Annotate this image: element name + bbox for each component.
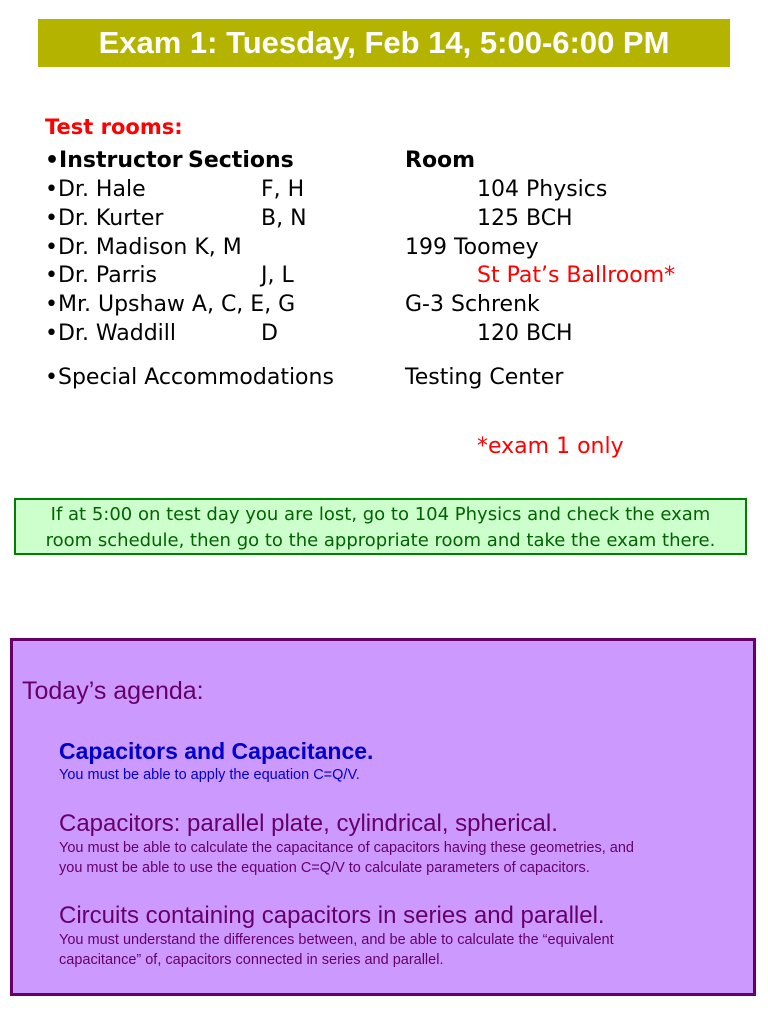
table-row xyxy=(0,263,768,292)
notice-line: room schedule, then go to the appropriate room and take the exam there. xyxy=(45,530,716,551)
instructor-name: •Dr. Madison K, M xyxy=(45,235,242,260)
topic-heading: Capacitors: parallel plate, cylindrical, spherical. xyxy=(59,810,558,837)
special-accommodations-row xyxy=(0,365,768,394)
instructor-name: •Dr. Parris xyxy=(45,263,157,288)
exam-title: Exam 1: Tuesday, Feb 14, 5:00-6:00 PM xyxy=(38,19,730,67)
agenda-topic xyxy=(59,902,749,970)
instructor-name: •Dr. Kurter xyxy=(45,206,164,231)
sections-value: J, L xyxy=(261,263,294,288)
instructor-name: •Dr. Waddill xyxy=(45,321,177,346)
room-value: 120 BCH xyxy=(477,321,573,346)
instructor-name: •Mr. Upshaw A, C, E, G xyxy=(45,292,296,317)
room-value: 104 Physics xyxy=(477,177,608,202)
topic-detail: You must be able to calculate the capacitance of capacitors having these geometries, and xyxy=(59,840,634,856)
table-header-row xyxy=(0,148,768,177)
sections-column-header: Sections xyxy=(188,148,294,173)
special-accommodations-label: •Special Accommodations xyxy=(45,365,334,390)
instructor-name: •Dr. Hale xyxy=(45,177,146,202)
agenda-title: Today’s agenda: xyxy=(22,677,204,705)
sections-value: B, N xyxy=(261,206,307,231)
room-value: St Pat’s Ballroom* xyxy=(477,263,676,288)
notice-line: If at 5:00 on test day you are lost, go to 104 Physics and check the exam xyxy=(50,504,711,525)
agenda-topic xyxy=(59,810,749,878)
topic-detail: You must understand the differences between, and be able to calculate the “equivalent xyxy=(59,932,614,948)
exam-footnote: *exam 1 only xyxy=(477,434,624,459)
table-row xyxy=(0,292,768,321)
table-row xyxy=(0,206,768,235)
topic-detail: You must be able to apply the equation C=Q/V. xyxy=(59,767,360,783)
sections-value: F, H xyxy=(261,177,305,202)
table-row xyxy=(0,235,768,264)
room-value: 125 BCH xyxy=(477,206,573,231)
agenda-box xyxy=(10,638,756,996)
sections-value: D xyxy=(261,321,278,346)
table-row xyxy=(0,321,768,350)
room-value: G-3 Schrenk xyxy=(405,292,540,317)
lost-notice-box xyxy=(14,498,747,555)
topic-heading: Capacitors and Capacitance. xyxy=(59,738,374,764)
room-column-header: Room xyxy=(405,148,476,173)
room-value: 199 Toomey xyxy=(405,235,539,260)
topic-heading: Circuits containing capacitors in series and parallel. xyxy=(59,902,605,929)
testing-center-room: Testing Center xyxy=(405,365,564,390)
test-rooms-heading: Test rooms: xyxy=(45,115,183,139)
topic-detail: you must be able to use the equation C=Q/V to calculate parameters of capacitors. xyxy=(59,860,590,876)
topic-detail: capacitance” of, capacitors connected in series and parallel. xyxy=(59,952,444,968)
instructor-column-header: •Instructor xyxy=(45,148,183,173)
agenda-topic xyxy=(59,737,749,785)
table-row xyxy=(0,177,768,206)
